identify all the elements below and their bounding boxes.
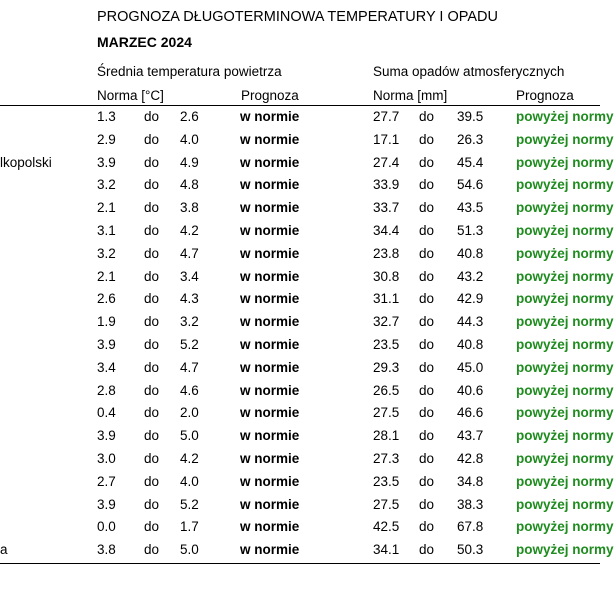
precip-forecast: powyżej normy xyxy=(516,405,614,421)
temp-norm-min: 1.9 xyxy=(97,314,116,330)
temp-norm-max: 1.7 xyxy=(180,519,199,535)
temp-norm-separator: do xyxy=(144,519,160,535)
table-row xyxy=(0,131,614,155)
precipitation-forecast-header: Prognoza xyxy=(516,88,574,103)
table-row xyxy=(0,314,614,337)
temp-norm-separator: do xyxy=(144,200,160,216)
precip-norm-separator: do xyxy=(419,314,435,330)
temp-norm-max: 2.6 xyxy=(180,109,199,124)
table-row xyxy=(0,405,614,428)
page-subtitle: MARZEC 2024 xyxy=(97,34,192,50)
precip-norm-min: 17.1 xyxy=(373,131,400,147)
temp-forecast: w normie xyxy=(240,496,300,512)
temp-norm-min: 3.9 xyxy=(97,337,116,352)
precip-norm-min: 23.5 xyxy=(373,337,400,352)
precip-norm-max: 43.7 xyxy=(457,428,484,444)
precip-norm-min: 27.7 xyxy=(373,109,400,124)
temp-forecast: w normie xyxy=(240,382,300,398)
precip-forecast: powyżej normy xyxy=(516,337,614,352)
precip-norm-separator: do xyxy=(419,109,435,124)
temp-forecast: w normie xyxy=(240,268,300,284)
temp-forecast: w normie xyxy=(240,200,300,216)
temp-norm-separator: do xyxy=(144,337,160,352)
precip-norm-min: 27.5 xyxy=(373,405,400,421)
precip-forecast: powyżej normy xyxy=(516,223,614,238)
table-row xyxy=(0,519,614,542)
temp-forecast: w normie xyxy=(240,154,300,170)
precip-norm-separator: do xyxy=(419,496,435,512)
temp-norm-separator: do xyxy=(144,177,160,193)
precip-norm-max: 42.9 xyxy=(457,291,484,307)
temp-norm-max: 5.2 xyxy=(180,337,199,352)
temp-norm-separator: do xyxy=(144,291,160,307)
temp-forecast: w normie xyxy=(240,337,300,352)
table-row xyxy=(0,268,614,292)
precip-norm-max: 51.3 xyxy=(457,223,484,238)
table-row xyxy=(0,109,614,132)
bottom-divider xyxy=(0,563,600,564)
table-row xyxy=(0,245,614,269)
table-row xyxy=(0,451,614,474)
temp-norm-max: 4.6 xyxy=(180,382,199,398)
precip-norm-max: 38.3 xyxy=(457,496,484,512)
precip-norm-max: 54.6 xyxy=(457,177,484,193)
precip-norm-max: 45.0 xyxy=(457,359,484,375)
temp-norm-separator: do xyxy=(144,542,160,558)
table-row xyxy=(0,428,614,451)
temp-norm-max: 4.8 xyxy=(180,177,199,193)
temp-forecast: w normie xyxy=(240,223,300,238)
temp-norm-separator: do xyxy=(144,154,160,170)
precip-norm-min: 34.4 xyxy=(373,223,400,238)
precip-norm-separator: do xyxy=(419,473,435,489)
precip-norm-separator: do xyxy=(419,542,435,558)
temp-norm-max: 5.0 xyxy=(180,428,199,444)
temp-forecast: w normie xyxy=(240,428,300,444)
temp-forecast: w normie xyxy=(240,405,300,421)
temp-norm-max: 4.3 xyxy=(180,291,199,307)
region-cell: lkopolski xyxy=(0,154,52,170)
precipitation-norm-header: Norma [mm] xyxy=(373,88,448,103)
precip-forecast: powyżej normy xyxy=(516,131,614,147)
temp-norm-min: 2.6 xyxy=(97,291,116,307)
precip-norm-max: 44.3 xyxy=(457,314,484,330)
temp-norm-separator: do xyxy=(144,473,160,489)
temperature-norm-header: Norma [°C] xyxy=(97,88,164,103)
precip-forecast: powyżej normy xyxy=(516,109,614,124)
precip-norm-min: 42.5 xyxy=(373,519,400,535)
temp-norm-min: 3.4 xyxy=(97,359,116,375)
table-row xyxy=(0,200,614,223)
temp-norm-separator: do xyxy=(144,245,160,261)
temp-norm-min: 1.3 xyxy=(97,109,116,124)
table-row xyxy=(0,473,614,497)
precip-norm-separator: do xyxy=(419,382,435,398)
temp-forecast: w normie xyxy=(240,131,300,147)
table-row xyxy=(0,223,614,246)
temp-forecast: w normie xyxy=(240,177,300,193)
temp-norm-min: 0.0 xyxy=(97,519,116,535)
precip-norm-max: 46.6 xyxy=(457,405,484,421)
precip-forecast: powyżej normy xyxy=(516,519,614,535)
temp-norm-min: 2.9 xyxy=(97,131,116,147)
temp-norm-min: 3.9 xyxy=(97,154,116,170)
precip-forecast: powyżej normy xyxy=(516,291,614,307)
precip-norm-min: 33.7 xyxy=(373,200,400,216)
temp-norm-min: 3.0 xyxy=(97,451,116,466)
temp-forecast: w normie xyxy=(240,519,300,535)
temp-norm-min: 3.2 xyxy=(97,245,116,261)
temp-norm-max: 4.0 xyxy=(180,473,199,489)
temp-norm-min: 0.4 xyxy=(97,405,116,421)
table-row xyxy=(0,496,614,520)
temp-norm-max: 4.7 xyxy=(180,245,199,261)
precip-norm-max: 45.4 xyxy=(457,154,484,170)
precip-norm-separator: do xyxy=(419,451,435,466)
table-row xyxy=(0,291,614,314)
precip-forecast: powyżej normy xyxy=(516,496,614,512)
temp-norm-separator: do xyxy=(144,314,160,330)
temp-norm-max: 4.2 xyxy=(180,451,199,466)
temp-forecast: w normie xyxy=(240,291,300,307)
temp-norm-min: 3.8 xyxy=(97,542,116,558)
temp-norm-max: 3.8 xyxy=(180,200,199,216)
temp-forecast: w normie xyxy=(240,109,300,124)
temp-forecast: w normie xyxy=(240,359,300,375)
temp-norm-separator: do xyxy=(144,428,160,444)
precip-forecast: powyżej normy xyxy=(516,154,614,170)
temp-norm-max: 3.2 xyxy=(180,314,199,330)
temp-forecast: w normie xyxy=(240,473,300,489)
precip-forecast: powyżej normy xyxy=(516,314,614,330)
precip-forecast: powyżej normy xyxy=(516,451,614,466)
precip-norm-min: 27.5 xyxy=(373,496,400,512)
precip-forecast: powyżej normy xyxy=(516,382,614,398)
table-row xyxy=(0,382,614,406)
page-title: PROGNOZA DŁUGOTERMINOWA TEMPERATURY I OPADU xyxy=(97,9,498,25)
precip-norm-min: 27.3 xyxy=(373,451,400,466)
precip-norm-max: 40.6 xyxy=(457,382,484,398)
temp-norm-separator: do xyxy=(144,451,160,466)
precip-norm-separator: do xyxy=(419,177,435,193)
precip-norm-min: 27.4 xyxy=(373,154,400,170)
precip-norm-separator: do xyxy=(419,154,435,170)
precip-norm-max: 42.8 xyxy=(457,451,484,466)
temp-forecast: w normie xyxy=(240,451,300,466)
precip-forecast: powyżej normy xyxy=(516,542,614,558)
temp-norm-separator: do xyxy=(144,223,160,238)
precip-norm-min: 33.9 xyxy=(373,177,400,193)
precip-norm-separator: do xyxy=(419,200,435,216)
precip-norm-separator: do xyxy=(419,405,435,421)
table-row xyxy=(0,177,614,200)
precip-norm-max: 39.5 xyxy=(457,109,484,124)
table-row xyxy=(0,337,614,360)
temp-norm-min: 2.7 xyxy=(97,473,116,489)
precip-forecast: powyżej normy xyxy=(516,473,614,489)
temp-norm-min: 2.8 xyxy=(97,382,116,398)
temp-forecast: w normie xyxy=(240,542,300,558)
temp-norm-separator: do xyxy=(144,131,160,147)
precip-norm-separator: do xyxy=(419,337,435,352)
temp-norm-separator: do xyxy=(144,109,160,124)
region-cell: a xyxy=(0,542,8,558)
temp-norm-separator: do xyxy=(144,496,160,512)
precip-norm-max: 50.3 xyxy=(457,542,484,558)
precip-norm-max: 40.8 xyxy=(457,245,484,261)
temp-norm-min: 3.9 xyxy=(97,428,116,444)
precip-norm-separator: do xyxy=(419,519,435,535)
table-row xyxy=(0,154,614,178)
temp-norm-min: 3.2 xyxy=(97,177,116,193)
temp-norm-separator: do xyxy=(144,405,160,421)
precip-norm-min: 34.1 xyxy=(373,542,400,558)
precip-norm-max: 43.5 xyxy=(457,200,484,216)
precip-norm-min: 30.8 xyxy=(373,268,400,284)
table-row xyxy=(0,542,614,565)
precip-forecast: powyżej normy xyxy=(516,177,614,193)
precip-norm-separator: do xyxy=(419,245,435,261)
temp-norm-min: 3.1 xyxy=(97,223,116,238)
temp-norm-max: 4.0 xyxy=(180,131,199,147)
precip-forecast: powyżej normy xyxy=(516,268,614,284)
temp-norm-min: 3.9 xyxy=(97,496,116,512)
precip-forecast: powyżej normy xyxy=(516,359,614,375)
precip-norm-separator: do xyxy=(419,223,435,238)
temp-norm-separator: do xyxy=(144,268,160,284)
precip-norm-max: 26.3 xyxy=(457,131,484,147)
temp-norm-max: 5.0 xyxy=(180,542,199,558)
precip-norm-max: 34.8 xyxy=(457,473,484,489)
header-divider xyxy=(0,105,600,106)
temp-norm-max: 4.9 xyxy=(180,154,199,170)
precip-norm-min: 23.5 xyxy=(373,473,400,489)
temp-norm-separator: do xyxy=(144,382,160,398)
precip-norm-separator: do xyxy=(419,131,435,147)
temp-norm-min: 2.1 xyxy=(97,200,116,216)
precip-norm-min: 26.5 xyxy=(373,382,400,398)
precip-norm-min: 23.8 xyxy=(373,245,400,261)
temp-norm-max: 4.7 xyxy=(180,359,199,375)
temp-norm-separator: do xyxy=(144,359,160,375)
precip-forecast: powyżej normy xyxy=(516,245,614,261)
precip-norm-max: 43.2 xyxy=(457,268,484,284)
precip-norm-separator: do xyxy=(419,359,435,375)
precipitation-group-header: Suma opadów atmosferycznych xyxy=(373,64,565,79)
precip-norm-max: 67.8 xyxy=(457,519,484,535)
temp-norm-max: 5.2 xyxy=(180,496,199,512)
temp-forecast: w normie xyxy=(240,314,300,330)
precip-norm-min: 31.1 xyxy=(373,291,400,307)
precip-norm-separator: do xyxy=(419,428,435,444)
precip-forecast: powyżej normy xyxy=(516,200,614,216)
temp-norm-max: 4.2 xyxy=(180,223,199,238)
precip-norm-separator: do xyxy=(419,268,435,284)
precip-forecast: powyżej normy xyxy=(516,428,614,444)
temp-norm-max: 3.4 xyxy=(180,268,199,284)
temp-norm-max: 2.0 xyxy=(180,405,199,421)
precip-norm-min: 28.1 xyxy=(373,428,400,444)
temperature-group-header: Średnia temperatura powietrza xyxy=(97,64,282,79)
temp-norm-min: 2.1 xyxy=(97,268,116,284)
temp-forecast: w normie xyxy=(240,245,300,261)
precip-norm-separator: do xyxy=(419,291,435,307)
precip-norm-min: 29.3 xyxy=(373,359,400,375)
precip-norm-min: 32.7 xyxy=(373,314,400,330)
precip-norm-max: 40.8 xyxy=(457,337,484,352)
table-row xyxy=(0,359,614,383)
temperature-forecast-header: Prognoza xyxy=(241,88,299,103)
